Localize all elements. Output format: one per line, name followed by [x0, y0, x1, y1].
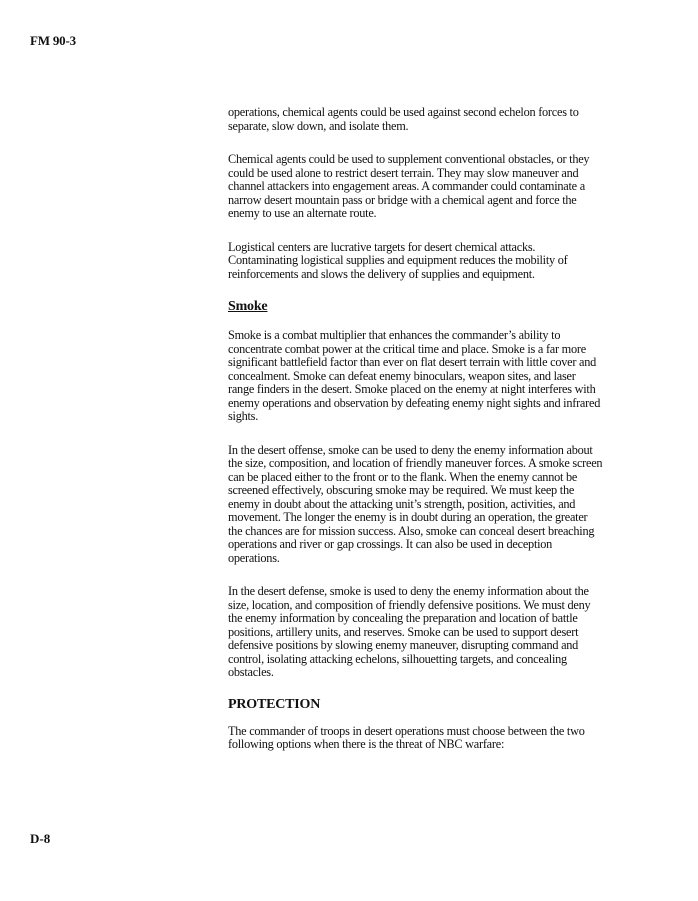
- page-body: [228, 106, 604, 752]
- paragraph-protection: The commander of troops in desert operations must choose between the two following options when there is the threat of NBC warfare:: [228, 723, 585, 751]
- paragraph-logistics: Logistical centers are lucrative targets for desert chemical attacks. Contaminating logistical supplies and equipment reduces the mobility of reinforcements and slows the delivery of supplies and equipment.: [228, 239, 568, 281]
- section-heading-protection: PROTECTION: [228, 696, 321, 712]
- paragraph-chem-second-echelon: operations, chemical agents could be used against second echelon forces to separate, slow down, and isolate them.: [228, 105, 579, 133]
- paragraph-smoke-offense: In the desert offense, smoke can be used to deny the enemy information about the size, composition, and location of friendly maneuver forces. A smoke screen can be placed either to the front or to the flank. When the enemy cannot be screened effectively, obscuring smoke may be required. We must keep the enemy in doubt about the attacking unit’s strength, position, activities, and movement. The longer the enemy is in doubt during an operation, the greater the chances are for mission success. Also, smoke can conceal desert breaching operations and river or gap crossings. It can also be used in deception operations.: [228, 442, 603, 565]
- page-number: D-8: [30, 831, 51, 846]
- paragraph-smoke-defense: In the desert defense, smoke is used to deny the enemy information about the size, location, and composition of friendly defensive positions. We must deny the enemy information by concealing the preparation and location of battle positions, artillery units, and reserves. Smoke can be used to support desert defensive positions by slowing enemy maneuver, disrupting command and control, isolating attacking echelons, silhouetting targets, and concealing obstacles.: [228, 584, 591, 679]
- paragraph-smoke-multiplier: Smoke is a combat multiplier that enhances the commander’s ability to concentrate combat power at the critical time and place. Smoke is a far more significant battlefield factor than ever on flat desert terrain with little cover and concealment. Smoke can defeat enemy binoculars, weapon sites, and laser range finders in the desert. Smoke placed on the enemy at night interferes with enemy operations and observation by defeating enemy night sights and infrared sights.: [228, 328, 601, 423]
- manual-id-header: FM 90-3: [30, 33, 76, 48]
- paragraph-chem-obstacles: Chemical agents could be used to supplement conventional obstacles, or they could be used alone to restrict desert terrain. They may slow maneuver and channel attackers into engagement areas. A commander could contaminate a narrow desert mountain pass or bridge with a chemical agent and force the enemy to use an alternate route.: [228, 152, 590, 220]
- section-heading-smoke: Smoke: [228, 299, 268, 314]
